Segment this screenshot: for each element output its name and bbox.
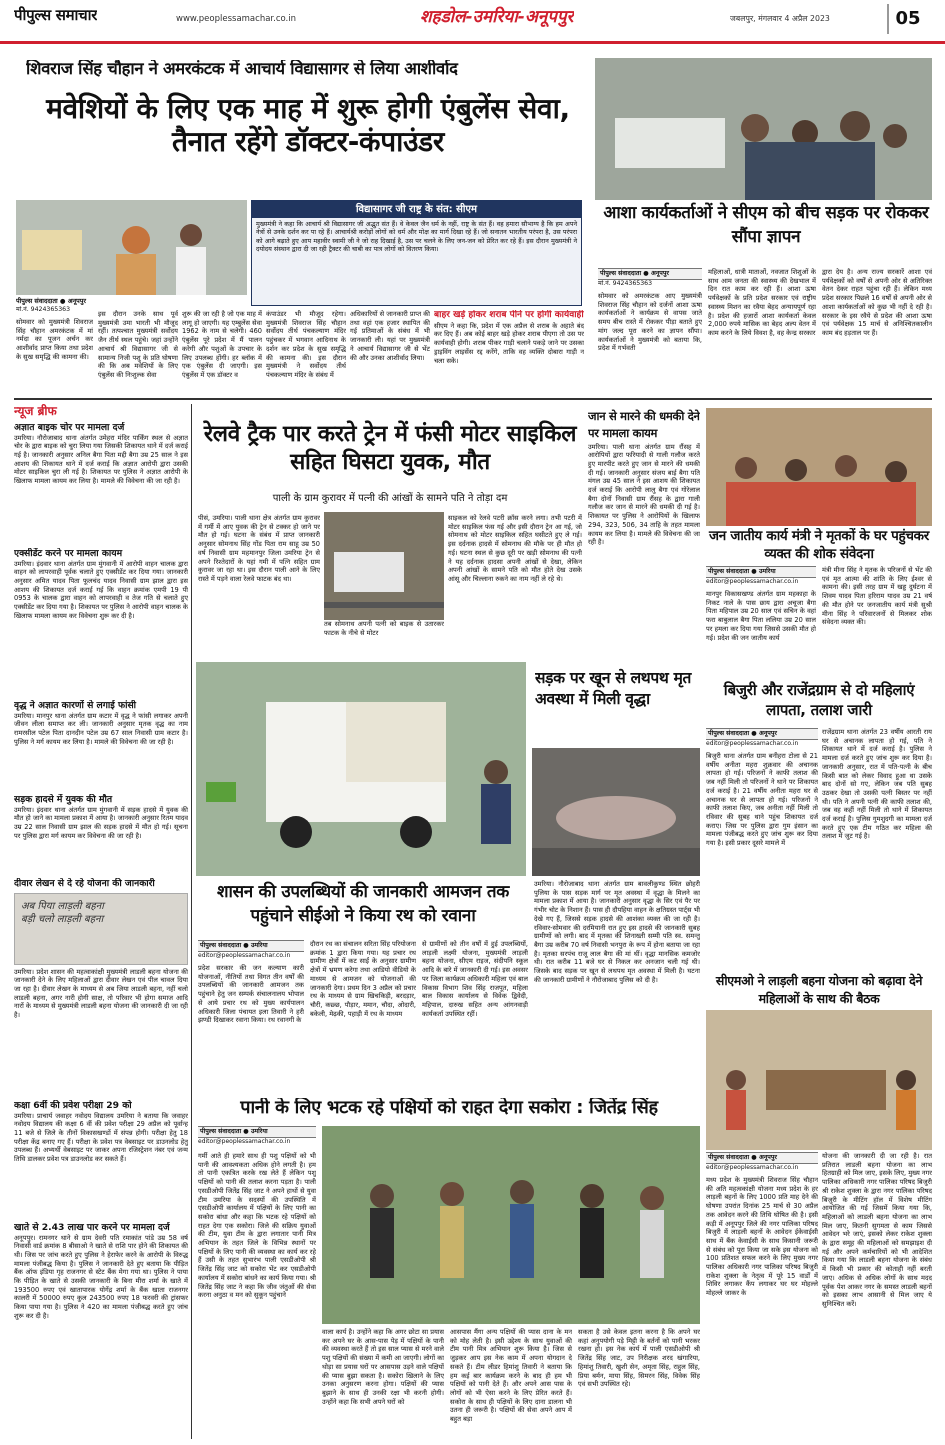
sakora-headline: पानी के लिए भटक रहे पक्षियों को राहत देगा सकोरा : जितेंद्र सिंह — [240, 1098, 658, 1118]
tribal-photo — [706, 408, 932, 526]
chariot-byline: पीपुल्स संवाददाता ● उमरिया — [198, 940, 304, 952]
photo-placeholder-icon — [532, 748, 700, 876]
cmo-col-2: योजना की जानकारी दी जा रही है। रात प्रतिरात लाडली बहना योजना का लाभ हितग्राही को मिल जाए, इसके लिए, मुख्य नगर पालिका अधिकारी नगर पालिका परिषद बिजुरी श्री राकेश शुक्ला के द्वारा नगर पालिका परिषद बिजुरी के मीटिंग हॉल में विशेष मीटिंग आयोजित की गई जिसमें किया गया कि, महिलाओं को लाडली बहना योजना का लाभ मिल जाए, कितनी सुगमता से काम जिससे आवेदन भरे जाएं, इसको लेकर राकेश शुक्ला के द्वारा समूह की महिलाओं को समझाइश दी गई और अपने कर्मचारियों को भी आदेशित किया गया कि लाडली बहना योजना के संबंध में किसी भी प्रकार की कोताही नहीं बरती जाए। अधिक से अधिक लोगों के साथ मदद पूर्वक पेश आकर नगर के समस्त लाडली बहनों को इसका लाभ आसानी से मिल जाए ये सुनिश्चित करें। — [822, 1152, 932, 1308]
lead-box-title: विद्यासागर जी राष्ट्र के संत: सीएम — [252, 201, 581, 218]
lead-col-2: इस दौरान उनके साथ पूर्व मुख्यमंत्री उमा भारती भी मौजूद रहीं। तत्पश्चात मुख्यमंत्री सर्वोदय जैन तीर्थ स्थल पहुंचे। जहां उन्होंने आचार्य श्री विद्यासागर जी से सामान्य निजी पशु के प्रति घोषणा की कि अब मवेशियों के लिए एंबुलेंस की निःशुल्क सेवा — [98, 310, 178, 379]
sakora-photo — [322, 1126, 700, 1324]
sakora-byline: पीपुल्स संवाददाता ● उमरिया — [198, 1126, 316, 1138]
page-number: 05 — [887, 4, 927, 34]
tribal-email: editor@peoplessamachar.co.in — [706, 578, 799, 585]
lead-col-3: शुरू की जा रही है जो एक माह में लागू हो जाएगी। यह एम्बुलेंस सेवा 1962 के नाम से चलेगी। 460 एंबुलेंस पूरे प्रदेश में मैं पालन करेगी और पशुओं के उपचार के लिए उपलब्ध होंगी। हर ब्लॉक में एक एंबुलेंस दी जाएगी। इस एंबुलेंस में एक डॉक्टर व — [182, 310, 262, 379]
tribal-col-2: मंत्री मीना सिंह ने मृतक के परिजनों से भेंट की एवं मृत आत्मा की शांति के लिए ईश्वर से कामना की। इसी तरह ग्राम में खड्ड दुर्घटना में शिवम यादव पिता हरिराम यादव उम्र 21 वर्ष की मौत होने पर जनजातीय कार्य मंत्री सुश्री मीना सिंह ने परिवारजनों से मिलकर शोक संवेदना व्यक्त की। — [822, 566, 932, 627]
news-brief-item: अज्ञात बाइक चोर पर मामला दर्ज उमरिया। नौरोजाबाद थाना अंतर्गत उमेहरा मंदिर पार्किंग स्थल से अज्ञात चोर के द्वारा बाइक को चुरा लिया गया जिसकी शिकायत थाने में दर्ज कराई गई है। जानकारी अनुसार अनिल बैगा पिता मद्दी बैगा उम्र 25 साल ने इस आशय की शिकायत थाने में दर्ज कराई कि अज्ञात आरोपी द्वारा उसकी मोटर साइकिल चुरा ली गई है। शिकायत पर पुलिस ने अज्ञात आरोपी के खिलाफ मामला कायम कर लिया है। मामले की विवेचना की जा रही है। — [14, 421, 188, 486]
chariot-col-1: प्रदेश सरकार की जन कल्याण कारी योजनाओं, नीतियों तथा विगत तीन वर्षों की उपलब्धियों की जानकारी आमजन तक पहुंचाने हेतु जन सम्पर्क संचालनालय भोपाल से आये प्रचार रथ को मुख्य कार्यपालन अधिकारी जिला पंचायत इला तिवारी ने हरी झण्डी दिखाकर रवाना किया। रथ रवानगी के — [198, 964, 304, 1025]
cmo-photo — [706, 1010, 932, 1150]
chariot-headline: शासन की उपलब्धियों की जानकारी आमजन तक पहुंचाने सीईओ ने किया रथ को रवाना — [216, 882, 510, 927]
news-brief-item: एक्सीडेंट करने पर मामला कायम उमरिया। इंदवार थाना अंतर्गत ग्राम मुंगवानी में आरोपी वाहन चालक द्वारा वाहन को लापरवाही पूर्वक चलाते हुए एक्सीडेंट कर दिया गया। जानकारी अनुसार अमित यादव पिता फूलचंद यादव निवासी ग्राम झाल द्वारा इस आशय की शिकायत दर्ज कराई गई कि वाहन क्रमांक एमपी 19 पी 0953 के चालक द्वारा वाहन को लापरवाही व तेज गति से चलाते हुए एक्सीडेंट कर दिया गया है। शिकायत पर पुलिस ने आरोपी वाहन चालक के खिलाफ मामला कायम कर विवेचना शुरू कर दी है। — [14, 547, 188, 620]
news-brief-title: न्यूज ब्रीफ — [14, 404, 57, 418]
sakora-col-2: वाला कार्य है। उन्होंने कहा कि अगर छोटा सा प्रयास कर अपने घर के आस-पास पेड़ में पक्षियों के पानी की व्यवस्था करते हैं तो इस साल प्यास से मरने वाले पशु पक्षियों की संख्या में कमी आ जाएगी। लोगों का थोड़ा सा प्रयास घरों पर आसपास उड़ने वाले पक्षियों की प्यास बुझा सकता है। सकोरा खिलाने के लिए उनका अनुसरण करना होगा। पक्षियों की प्यास बुझाने के साथ ही उनकी रक्षा भी करनी होगी। उन्होंने कहा कि सभी अपने घरों को — [322, 1328, 444, 1406]
photo-placeholder-icon — [595, 58, 932, 200]
newspaper-logo: पीपुल्स समाचार — [14, 6, 98, 24]
women-col-2: राजेंद्रग्राम थाना अंतर्गत 23 वर्षीय आरती राय घर से अचानक लापता हो गई, पति ने शिकायत थाने में दर्ज कराई है। पुलिस ने मामला दर्ज करते हुए जांच शुरू कर दिया है। जानकारी अनुसार, रात में पति-पत्नी के बीच किसी बात को लेकर विवाद हुआ था उसके बाद दोनों सो गए, लेकिन जब पति सुबह उठकर देखा तो उसकी पत्नी बिस्तर पर नहीं थी। पति ने अपनी पत्नी की काफी तलाश की, जब वह कहीं नहीं मिली तो थाने में शिकायत दर्ज कराई है। पुलिस गुमशुदगी का मामला दर्ज करते हुए एक टीम गठित कर महिला की तलाश में जुट गई है। — [822, 728, 932, 841]
photo-placeholder-icon — [706, 408, 932, 526]
news-brief-item: वृद्ध ने अज्ञात कारणों से लगाई फांसी उमरिया। मानपुर थाना अंतर्गत ग्राम कटार में वृद्ध ने फांसी लगाकर अपनी जीवन लीला समाप्त कर ली। जानकारी अनुसार मृतक वृद्ध का नाम रामरसील पटेल पिता दानदीन पटेल उम्र 67 साल निवासी ग्राम कटार है। पुलिस ने मर्ग कायम कर लिया है। मामले की विवेचना की जा रही है। — [14, 699, 188, 746]
masthead — [0, 0, 945, 44]
asha-photo — [595, 58, 932, 200]
lead-box-text: मुख्यमंत्री ने कहा कि आचार्य श्री विद्यासागर जी अद्भुत संत हैं। वे केवल जैन धर्म के नहीं, राष्ट्र के संत हैं। वह हमारा सौभाग्य है कि हम अपने नेत्रों से उनके दर्शन कर पा रहे हैं। आचार्यश्री करोड़ों लोगों को धर्म और मोक्ष का मार्ग दिखा रहे हैं। जो सनातन भारतीय परंपरा है, उस परंपरा को आगे बढ़ाते हुए आप महावीर स्वामी जी ने जो राह दिखाई है, उस पर चलने के लिए जन-जन को प्रेरित कर रहे हैं। इस दौरान मुख्यमंत्री ने दयोदय संस्थान द्वारा दी जा रही ट्रैक्टर की चाबी का पात्र लोगों को वितरण किया। — [256, 220, 577, 254]
asha-mobile: मो.नं. 9424365363 — [598, 280, 653, 287]
road-text: उमरिया। नौरोजाबाद थाना अंतर्गत ग्राम बावलीकुण्ड स्थित छोहरी पुलिया के पास सड़क मार्ग पर मृत अवस्था में वृद्धा के मिलने का मामला प्रकाश में आया है। जानकारी अनुसार वृद्धा के सिर एवं पैर पर गंभीर चोट के निशान हैं। पास ही दौपहिया वाहन के क्षतिग्रस्त पार्ट्स भी देखे गए हैं, जिससे सड़क हादसे की आशंका व्यक्त की जा रही है। रविवार-सोमवार की दरमियानी रात हुए इस हादसे की जानकारी सुबह ग्रामीणों को लगी। बाद में मृतका की शिनाख्ती सम्मी पति स्व. समन्तु बैगा उम्र करीब 70 वर्ष निवासी भनपुरा के रूप में होना बताया जा रहा है। मृतका सरपंच राजू लाल बैगा की मां थीं। वृद्धा मानसिक कमजोर थी। रात करीब 11 बजे घर से निकल कर अनजान चली गई थी। जिसके बाद सड़क पर खून से लथपथ मृत अवस्था में मिली है। घटना की जानकारी ग्रामीणों ने नौरोजाबाद पुलिस को दी है। — [534, 880, 700, 984]
edition-title: शहडोल-उमरिया-अनूपपुर — [420, 7, 574, 27]
threat-story — [588, 408, 700, 654]
asha-col-2: महिलाओं, धात्री माताओं, नवजात शिशुओं के साथ आम जनता की स्वास्थ्य की देखभाल में दिन रात काम कर रही हैं। आशा ऊषा पर्यवेक्षकों के प्रति प्रदेश सरकार एवं राष्ट्रीय स्वास्थ्य मिशन का रवैया बेहद अन्यायपूर्ण रहा है। प्रदेश की हजारों आशा कार्यकर्ता केवल 2,000 रुपये मासिक का बेहद अल्प वेतन में काम करने के लिये विवश है, वह केन्द्र सरकार — [708, 268, 816, 337]
road-photo — [532, 748, 700, 876]
news-brief-list — [14, 422, 188, 1422]
website-url: www.peoplessamachar.co.in — [176, 14, 297, 24]
train-caption: तब सोमनाथ अपनी पत्नी को बाइक से उतारकर फाटक के नीचे से मोटर — [324, 620, 444, 637]
news-brief-item: खाते से 2.43 लाख पार करने पर मामला दर्ज अनूपपुर। रामनगर थाने से ग्राम देवरी पति रमाकांत पांडे उम्र 58 वर्ष निवासी वार्ड क्रमांक 8 बीसाओ ने खाते से राशि पार होने की शिकायत की थी। जिस पर जांच करते हुए पुलिस ने हेराफेर करने के आरोपी के विरुद्ध मामला पंजीबद्ध किया है। पुलिस ने जानकारी देते हुए बताया कि पीड़ित बैंक ऑफ इंडिया गृह राजनगर से स्टेट बैंक मेगा गया था। पुलिस ने पाया कि पीड़ित के खाते से उसकी जानकारी के बिना मीरा शर्मा के खाते में 193500 रुपए एवं खातापारक योगेंद्र शर्मा के बैंक खाता राजनगर कालरी में 50000 रुपए कुल 243500 रुपए 18 फरवरी की ट्रांसफर किया पाया गया है। पुलिस ने 420 का मामला पंजीबद्ध करते हुए जांच शुरू कर दी है। — [14, 1221, 188, 1320]
asha-byline: पीपुल्स संवाददाता ● अनूपपुर — [598, 268, 702, 280]
lead-headline: मवेशियों के लिए एक माह में शुरू होगी एंबुलेंस सेवा, तैनात रहेंगे डॉक्टर-कंपाउंडर — [46, 92, 570, 159]
tribal-byline: पीपुल्स संवाददाता ● उमरिया — [706, 566, 816, 578]
wall-writing-photo: अब पिया लाड़ली बहना बड़ी चलो लाड़ली बहना — [14, 893, 188, 965]
lead-sub — [434, 310, 584, 394]
news-brief-item: सड़क हादसे में युवक की मौत उमरिया। इंदवार थाना अंतर्गत ग्राम मुंगवानी में सड़क हादसे में युवक की मौत हो जाने का मामला प्रकाश में आया है। जानकारी अनुसार रितम यादव उम्र 22 साल निवासी ग्राम झाल की सड़क हादसे में मौत हो गई। सूचना पर पुलिस द्वारा मर्ग कायम कर विवेचना की जा रही है। — [14, 793, 188, 840]
lead-box — [251, 200, 582, 306]
lead-sub-text: सीएम ने कहा कि, प्रदेश में एक अप्रैल से शराब के अहाते बंद कर दिए हैं। अब कोई बाहर खड़े होकर शराब पीएगा तो उस पर कार्यवाही होगी। शराब पीकर गाड़ी चलाने पकड़े जाने पर उसका ड्राइविंग लाइसेंस रद्द करेंगे, ताकि वह व्यक्ति दोबारा गाड़ी न चला सके। — [434, 321, 584, 365]
photo-placeholder-icon — [322, 1126, 700, 1324]
lead-col-4: कंपाउंडर भी मौजूद रहेगा। मुख्यमंत्री शिवराज सिंह चौहान सर्वोदय तीर्थ पंचकल्याण मंदिर पहुंचकर में भगवान आदिनाथ के दर्शन कर प्रदेश के सुख समृद्धि की कामना की। इस दौरान मुख्यमंत्री ने सर्वोदय तीर्थ पंचकल्याण मंदिर के संबंध में — [266, 310, 346, 379]
women-headline: बिजुरी और राजेंद्रग्राम से दो महिलाएं लापता, तलाश जारी — [723, 681, 915, 720]
lead-col-5: अधिकारियों से जानकारी प्राप्त की तथा वहां एक हजार स्थापित की गई प्रतिमाओं के संबंध में भी जानकारी ली। यहां पर मुख्यमंत्री ने आचार्य विद्यासागर जी से भेंट की और उनका आशीर्वाद लिया। — [350, 310, 430, 362]
sakora-col-1: गर्मी आते ही हमारे साथ ही पशु पक्षियों को भी पानी की आवश्यकता अधिक होने लगती है। हम तो पानी एकत्रित करके रख लेते हैं लेकिन पशु पक्षियों को पानी की तलाश करना पड़ता है। पाली एसडीओपी जितेंद्र सिंह जाट ने अपने हाथों से युवा टीम उमरिया के सदस्यों की उपस्थिति में एसडीओपी कार्यालय में पक्षियों के लिए पानी का सकोरा बांधा और कहा कि भटक रहे पक्षियों को राहत देगा एक सकोरा। जिले की सक्रिय युवाओं की टीम, युवा टीम के द्वारा लगातार पानी मित्र अभियान के तहत जिले के विभिन्न स्थानों पर पक्षियों के लिए पानी की व्यवस्था का कार्य कर रहे हैं उसी के तहत सुभारंभ पाली एसडीओपी श्री जितेंद्र सिंह जाट को सकोरा भेंट कर एसडीओपी कार्यालय में सकोरा बांधने का कार्य किया गया। श्री जितेंद्र सिंह जाट ने कहा कि जीव जंतुओं की सेवा करना अनुठा व मन को सुकून पहुंचाने — [198, 1152, 316, 1300]
tribal-col-1: मानपुर विकासखण्ड अंतर्गत ग्राम महकाहा के निकट नाले के पास छाय द्वारा अचूजा बैगा पिता महिपाल उम्र 20 साल एवं सचिन के वहां फरा बाबुलाल बैगा पिता ललिया उम्र 20 साल पर हमला कर दिया गया जिससे उसकी मौत हो गई। प्रदेश की जन जातीय कार्य — [706, 590, 816, 642]
chariot-col-2: दौरान रथ का संचालन सरिता सिंह परियोजना क्रमांक 1 द्वारा किया गया। यह प्रचार रथ ग्रामीण क्षेत्रों में कट साईं के अनुसार ग्रामीण क्षेत्रों में भ्रमण करेगा तथा आडियो वीडियो के माध्यम से आमजन को योजनाओं की जानकारी देगा। प्रथम दिन 3 अप्रैल को प्रचार रथ के माध्यम से ग्राम खिचकिड़ी, बरदड़ार, चौरी, कछ्छ, पौड़ार, ममान, चौदा, ओदारी, बकेली, मेढ़की, पहाड़ी में रथ के माध्यम — [310, 940, 416, 1018]
lead-col-1: सोमवार को मुख्यमंत्री शिवराज सिंह चौहान अमरकंटक में मां नर्मदा का पूजन अर्चन कर आशीर्वाद प्राप्त किया तथा प्रदेश के सुख समृद्धि की कामना की। — [16, 318, 93, 361]
news-brief-item: कक्षा 6वीं की प्रवेश परीक्षा 29 को उमरिया। प्राचार्य जवाहर नवोदय विद्यालय उमरिया ने बताया कि जवाहर नवोदय विद्यालय की कक्षा 6 वीं की प्रवेश परीक्षा 29 अप्रैल को पूर्वान्ह 11 बजे से जिले के तीनों विकासखण्डों में संपन्न होगी। परीक्षा हेतु 18 परीक्षा केंद्र बनाए गए हैं। परीक्षा के प्रवेश पत्र वेबसाइट पर डाउनलोड हेतु उपलब्ध हैं। अभ्यर्थी वेबसाइट पर जाकर अपना रजिस्ट्रेशन नंबर एवं जन्म तिथि डालकर प्रवेश पत्र डाउनलोड कर सकते हैं। — [14, 1099, 188, 1164]
lead-photo — [16, 200, 247, 295]
issue-date: जबलपुर, मंगलवार 4 अप्रैल 2023 — [730, 14, 830, 23]
asha-col-3: द्वारा देय है। अन्य राज्य सरकारें आशा एवं पर्यवेक्षकों को वर्षों से अपनी ओर से अतिरिक्त वेतन देकर राहत पहुंचा रही हैं। लेकिन मध्य प्रदेश सरकार पिछले 16 वर्षों से अपनी ओर से आशा कार्यकर्ताओं को कुछ भी नहीं दे रही है। सरकार के इस रवैये से प्रदेश की आशा ऊषा एवं पर्यवेक्षक 15 मार्च से अनिश्चितकालीन काम बंद हड़ताल पर हैं। — [822, 268, 932, 337]
photo-placeholder-icon — [196, 662, 526, 876]
cmo-col-1: मध्य प्रदेश के मुख्यमंत्री शिवराज सिंह चौहान की अति महत्वकांक्षी योजना मध्य प्रदेश के हर लाड़ली बहनों के लिए 1000 प्रति माह देने की घोषणा उपरांत दिनांक 25 मार्च से 30 अप्रैल तक आवेदन करने की तिथि घोषित की है। इसी कड़ी में अनूपपुर जिले की नगर पालिका परिषद बिजुरी में लाड़ली बहनों के आवेदन ईकेवाईसी साथ में बैंक केवाईसी के साथ किसानी जरूरी से संबंध को पूरा किया जा सके इस योजना को 100 प्रतिशत सफल करने के लिए मुख्य नगर पालिका अधिकारी नगर पालिका परिषद बिजुरी राकेश शुक्ला के नेतृत्व में पूरे 15 वार्डों में शिविर लगाकर कैंप लगाकर घर घर मोहल्ले मोहल्ले जाकर के — [706, 1176, 818, 1298]
road-headline: सड़क पर खून से लथपथ मृत अवस्था में मिली वृद्धा — [535, 669, 692, 709]
section-divider — [14, 398, 932, 400]
cmo-headline: सीएमओ ने लाड़ली बहना योजना को बढ़ावा देने महिलाओं के साथ की बैठक — [715, 973, 923, 1007]
cmo-byline: पीपुल्स संवाददाता ● अनूपपुर — [706, 1152, 818, 1164]
train-col-2: साइकल को रेलवे पटरी क्रॉस करने लगा। तभी पटरी में मोटर साइकिल फंस गई और इसी दौरान ट्रेन आ गई, जो सोमनाथ को मोटर साइकिल सहित घसीटते हुए ले गई। इस दर्दनाक हादसे में सोमनाथ की मौके पर ही मौत हो गई। घटना स्थल से कुछ दूरी पर खड़ी सोमनाथ की पत्नी ने यह दर्दनाक हादसा अपनी आंखों से देखा, लेकिन अपनी आंखों के सामने पति को मौत होते देख उसके आंसू और चिल्लाना रुकने का नाम नहीं ले रहे थे। — [448, 514, 582, 583]
asha-col-1: सोमवार को अमरकंटक आए मुख्यमंत्री शिवराज सिंह चौहान को दर्जनों आशा ऊषा कार्यकर्ताओं ने कार्यक्रम से वापस जाते समय बीच रास्ते में रोककर पीड़ा बताते हुए मांग जल्द पूरा करने का ज्ञापन सौंपा। कार्यकर्ताओं ने मुख्यमंत्री को बताया कि, प्रदेश में गर्भवती — [598, 292, 702, 353]
tribal-headline: जन जातीय कार्य मंत्री ने मृतकों के घर पहुंचकर व्यक्त की शोक संवेदना — [709, 528, 929, 562]
news-brief-item: दीवार लेखन से दे रहे योजना की जानकारी अब पिया लाड़ली बहना बड़ी चलो लाड़ली बहना उमरिया। प्रदेश शासन की महत्वाकांक्षी मुख्यमंत्री लाडली बहना योजना की जानकारी देने के लिए महिलाओं द्वारा दीवार लेखन एवं पील चावल दिया जा रहा है। दीवार लेखन के माध्यम से अब जिया लाडली बहना, नहीं चलो लाडली बहना, अगर नारी होगी साक्ष, तो परिवार भी होगा समाज आदि नारों के माध्यम से मुख्यमंत्री लाडली बहना योजना की जानकारी दी जा रही है। — [14, 877, 188, 1020]
photo-placeholder-icon — [16, 200, 247, 295]
lead-mobile: मो.नं. 9424365363 — [16, 306, 71, 313]
women-col-1: बिजुरी थाना अंतर्गत ग्राम बनीहरा टोला से 21 वर्षीय अनीता महरा शुक्रवार की अचानक लापता हो गई। परिजनों ने काफी तलाश की जब नहीं मिली तो परिजनों ने थाने पर शिकायत दर्ज कराई है। 21 वर्षीय अनीता महरा घर से अचानक घर से लापता हो गई। परिजनों ने काफी तलाश किए, जब अनीता नहीं मिली तो रविवार की सुबह थाने पहुंच शिकायत दर्ज कराए। जिस पर पुलिस द्वारा गुम इंसान का मामला पंजीबद्ध करते हुए जांच शुरू कर दिया गया है। इसी प्रकार दूसरे मामले में — [706, 752, 818, 848]
women-byline: पीपुल्स संवाददाता ● अनूपपुर — [706, 728, 818, 740]
photo-placeholder-icon — [706, 1010, 932, 1150]
women-email: editor@peoplessamachar.co.in — [706, 740, 799, 747]
news-brief-column — [14, 404, 188, 1439]
sakora-col-4: सकता है उसे केवल इतना करना है कि अपने घर कहां अनुपयोगी पड़े मिट्टी के बर्तनों को पानी भरकर रखना हो। इस नेक कार्य में पाली एसडीओपी श्री जितेंद्र सिंह जाट, उप निरीक्षक शरद खंगारिया, हिमांशु तिवारी, खुशी सेन, अमृता सिंह, राहुल सिंह, प्रिया बर्मन, माया सिंह, सिमरन सिंह, विवेक सिंह एवं सभी उपस्थित रहे। — [578, 1328, 700, 1389]
chariot-photo — [196, 662, 526, 876]
lead-sub-head: बाहर खड़े होकर शराब पीने पर होगी कार्यवाही — [434, 310, 584, 320]
cmo-email: editor@peoplessamachar.co.in — [706, 1164, 799, 1171]
lead-byline: पीपुल्स संवाददाता ● अनूपपुर — [16, 297, 87, 305]
threat-text: उमरिया। पाली थाना अंतर्गत ग्राम रौंसह में आरोपियों द्वारा फरियादी से गाली गलौज करते हुए मारपीट करते हुए जान से मारने की धमकी दी गई। जानकारी अनुसार संजय बाई बैगा पति मंगल उम्र 45 साल ने इस आशय की शिकायत दर्ज कराई कि आरोपी लालु बैगा एवं गोरेलाल बैगा दोनों निवासी ग्राम रौंसह के द्वारा गाली गलौज कर जान से मारने की धमकी दी गई है। शिकायत पर पुलिस ने आरोपियों के खिलाफ 294, 323, 506, 34 ताहि के तहत मामला कायम कर लिया है। मामले की विवेचना की जा रही है। — [588, 442, 700, 547]
sakora-col-3: आसपास मैंगा अन्य पक्षियों की प्यास दाना के मन को मोह लेती है। इसी उद्देश्य के साथ युवाओं की टीम पानी मित्र अभियान शुरू किया है। जिस से जुड़कर आप इस नेक काम में अपना योगदान दे सकते हैं। टीम लीडर हिमांशु तिवारी ने बताया कि हम कई बार कार्यक्रम करने के बाद ही हम भी पक्षियों को पानी देते हैं। और अपने आस पास के लोगों को भी ऐसा करने के लिए प्रेरित करते हैं। सकोरा के साथ ही पक्षियों के लिए दाना डालना भी उतना ही जरूरी है। पक्षियों की सेवा अपने आप में बहुत बड़ा — [450, 1328, 572, 1424]
chariot-col-3: से ग्रामीणों को तीन वर्षों में हुई उपलब्धियों, लाड़ली लक्ष्मी योजना, मुख्यमंत्री लाड़ली बहना योजना, सीएम राइज, संदीपनि स्कूल आदि के बारे में जानकारी दी गई। इस अवसर पर जिला कार्यक्रम अधिकारी महिला एवं बाल विकास विभाग शिव सिंह राजपूत, महिला बाल विकास कार्यालय से विवेक द्विवेदी, महिपाल, दारुख सहित अन्य आंगनवाड़ी कार्यकर्ता उपस्थित रहीं। — [422, 940, 528, 1018]
train-subhead: पाली के ग्राम कुरावर में पत्नी की आंखों के सामने पति ने तोड़ा दम — [272, 493, 508, 504]
train-headline: रेलवे ट्रैक पार करते ट्रेन में फंसी मोटर साइकिल सहित घिसटा युवक, मौत — [203, 421, 577, 476]
sakora-email: editor@peoplessamachar.co.in — [198, 1138, 291, 1145]
train-col-1: पीसं, उमरिया। पाली थाना क्षेत्र अंतर्गत ग्राम कुरावर में गर्मी में आए युवक की ट्रेन से टक्कर हो जाने पर मौत हो गई। घटना के संबंध में प्राप्त जानकारी अनुसार सोमनाथ सिंह गोंड पिता राम साहू उम्र 50 वर्ष निवासी ग्राम महमानपुर जिला उमरिया ट्रेन से अपने रिश्तेदारों के यहां गमी में पत्नि सहित ग्राम कुरावर जा रहा था। इस दौरान पाली आने के लिए रास्ते में पड़ने वाला रेलवे फाटक बंद था। — [198, 514, 320, 583]
threat-headline: जान से मारने की धमकी देने पर मामला कायम — [588, 409, 700, 441]
train-photo — [324, 512, 444, 620]
chariot-email: editor@peoplessamachar.co.in — [198, 952, 291, 959]
photo-placeholder-icon — [324, 512, 444, 620]
lead-kicker: शिवराज सिंह चौहान ने अमरकंटक में आचार्य विद्यासागर से लिया आशीर्वाद — [26, 60, 458, 78]
asha-headline: आशा कार्यकर्ताओं ने सीएम को बीच सड़क पर रोककर सौंपा ज्ञापन — [603, 203, 929, 247]
